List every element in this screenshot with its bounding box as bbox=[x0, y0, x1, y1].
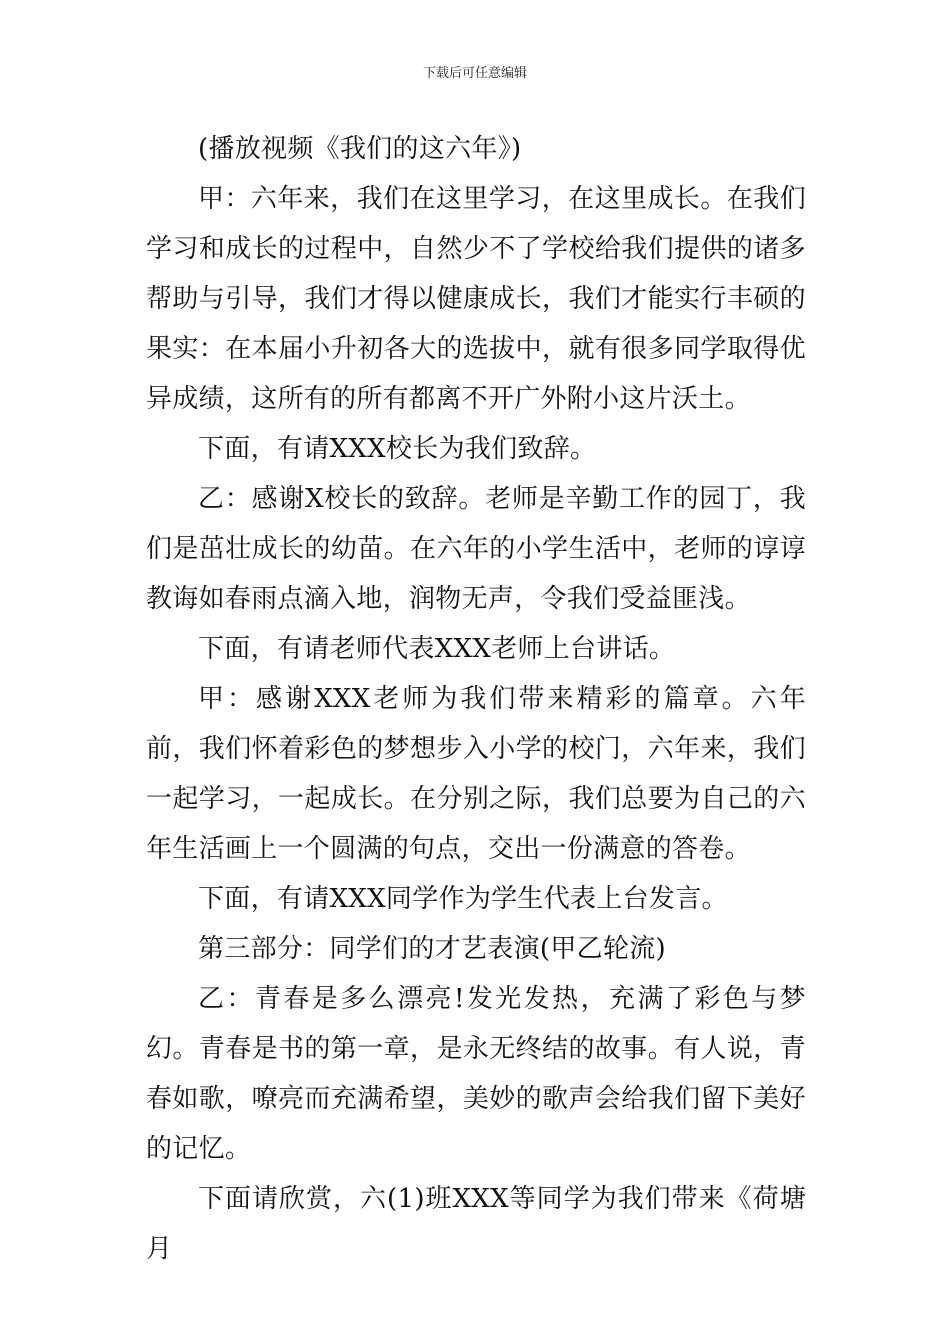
paragraph-jia-intro: 甲：六年来，我们在这里学习，在这里成长。在我们学习和成长的过程中，自然少不了学校给我们提供的诸多帮助与引导，我们才得以健康成长，我们才能实行丰硕的果实：在本届小升初各大的选拔中，就有很多同学取得优异成绩，这所有的所有都离不开广外附小这片沃土。 bbox=[146, 184, 806, 414]
paragraph-principal-invite: 下面，有请XXX校长为我们致辞。 bbox=[198, 434, 597, 464]
paragraph-video-note: (播放视频《我们的这六年》) bbox=[198, 134, 522, 164]
paragraph-jia-thanks: 甲：感谢XXX老师为我们带来精彩的篇章。六年前，我们怀着彩色的梦想步入小学的校门，六年来，我们一起学习，一起成长。在分别之际，我们总要为自己的六年生活画上一个圆满的句点，交出一份满意的答卷。 bbox=[146, 684, 806, 864]
page-header-note: 下载后可任意编辑 bbox=[422, 66, 527, 81]
paragraph-student-invite: 下面，有请XXX同学作为学生代表上台发言。 bbox=[198, 884, 728, 914]
paragraph-teacher-invite: 下面，有请老师代表XXX老师上台讲话。 bbox=[198, 634, 676, 664]
paragraph-performance-invite: 下面请欣赏，六(1)班XXX等同学为我们带来《荷塘月 bbox=[146, 1184, 806, 1264]
paragraph-yi-thanks: 乙：感谢X校长的致辞。老师是辛勤工作的园丁，我们是茁壮成长的幼苗。在六年的小学生活中，老师的谆谆教诲如春雨点滴入地，润物无声，令我们受益匪浅。 bbox=[146, 484, 806, 614]
document-body bbox=[146, 124, 806, 1274]
paragraph-yi-youth: 乙：青春是多么漂亮!发光发热，充满了彩色与梦幻。青春是书的第一章，是永无终结的故事。有人说，青春如歌，嘹亮而充满希望，美妙的歌声会给我们留下美好的记忆。 bbox=[146, 984, 806, 1164]
paragraph-part-three-heading: 第三部分：同学们的才艺表演(甲乙轮流) bbox=[198, 934, 666, 964]
